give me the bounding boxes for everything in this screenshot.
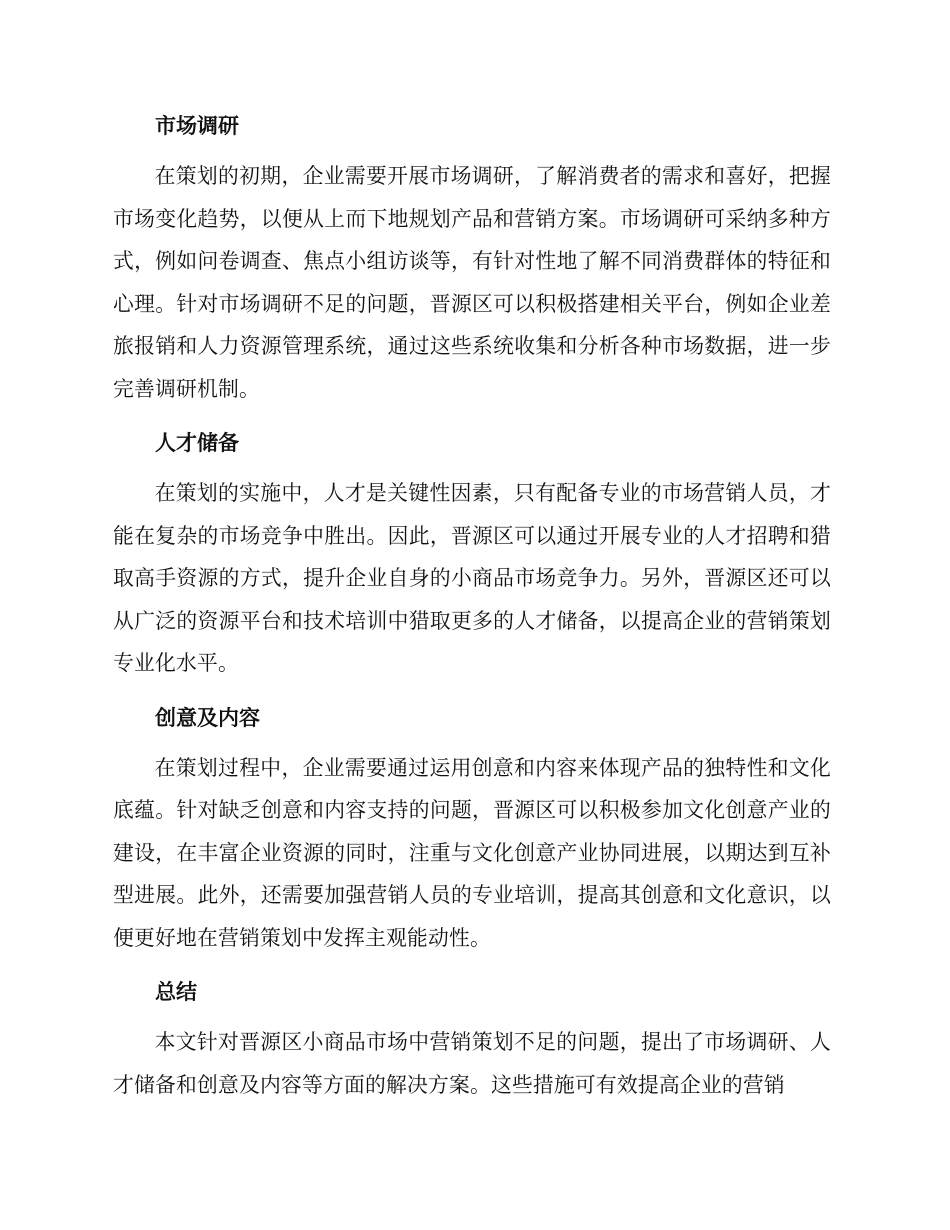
section-heading: 人才储备 [155, 431, 239, 455]
document-body [113, 105, 831, 1118]
section-paragraph: 本文针对晋源区小商品市场中营销策划不足的问题，提出了市场调研、人才储备和创意及内容等方面的解决方案。这些措施可有效提高企业的营销 [113, 1030, 831, 1097]
section-heading: 总结 [155, 980, 197, 1004]
section-heading: 市场调研 [155, 114, 239, 138]
section-market-research [113, 105, 831, 410]
section-summary [113, 971, 831, 1106]
section-creativity-content [113, 697, 831, 960]
section-paragraph: 在策划过程中，企业需要通过运用创意和内容来体现产品的独特性和文化底蕴。针对缺乏创意和内容支持的问题，晋源区可以积极参加文化创意产业的建设，在丰富企业资源的同时，注重与文化创意产业协同进展，以期达到互补型进展。此外，还需要加强营销人员的专业培训，提高其创意和文化意识，以便更好地在营销策划中发挥主观能动性。 [113, 755, 831, 950]
section-paragraph: 在策划的初期，企业需要开展市场调研，了解消费者的需求和喜好，把握市场变化趋势，以便从上而下地规划产品和营销方案。市场调研可采纳多种方式，例如问卷调查、焦点小组访谈等，有针对性地了解不同消费群体的特征和心理。针对市场调研不足的问题，晋源区可以积极搭建相关平台，例如企业差旅报销和人力资源管理系统，通过这些系统收集和分析各种市场数据，进一步完善调研机制。 [113, 164, 831, 401]
section-paragraph: 在策划的实施中，人才是关键性因素，只有配备专业的市场营销人员，才能在复杂的市场竞争中胜出。因此，晋源区可以通过开展专业的人才招聘和猎取高手资源的方式，提升企业自身的小商品市场竞争力。另外，晋源区还可以从广泛的资源平台和技术培训中猎取更多的人才储备，以提高企业的营销策划专业化水平。 [113, 481, 831, 675]
section-heading: 创意及内容 [155, 705, 260, 730]
section-talent-reserve [113, 422, 831, 685]
